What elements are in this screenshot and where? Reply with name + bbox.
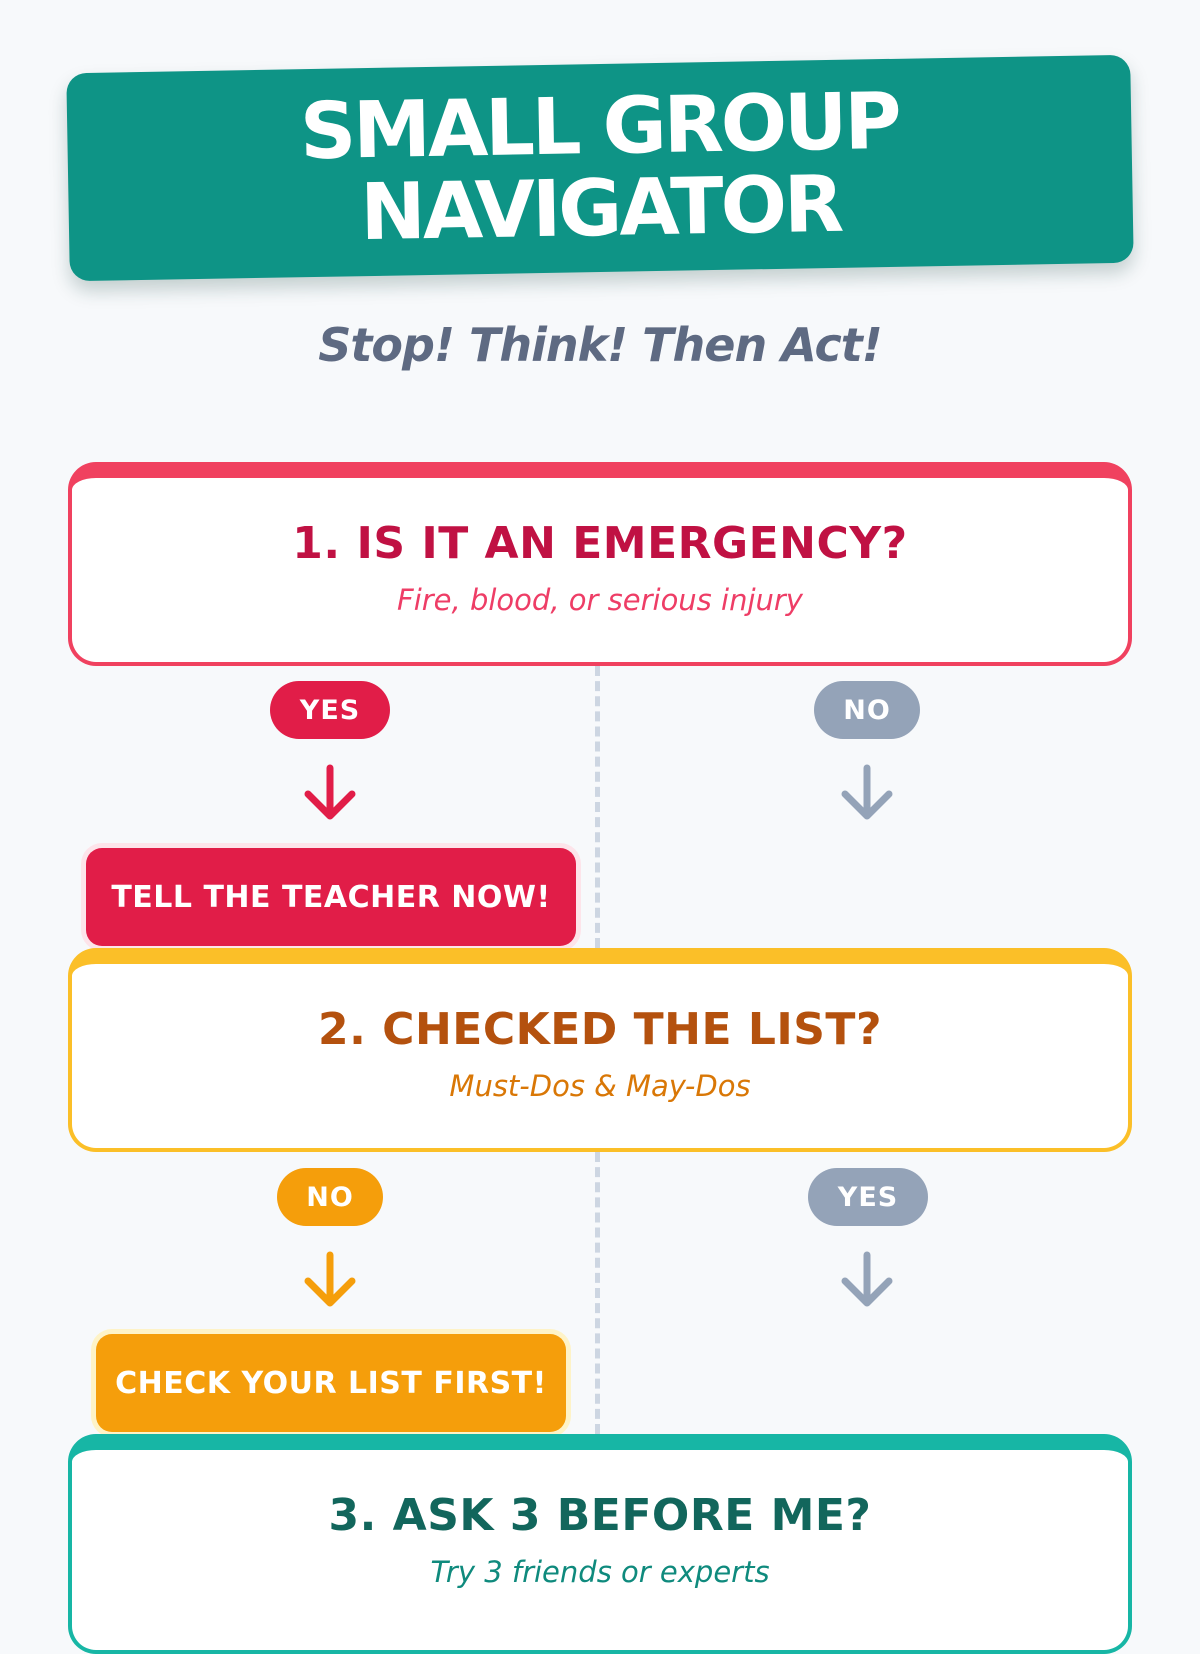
step-card-emergency	[68, 462, 1132, 666]
tagline: Stop! Think! Then Act!	[318, 318, 882, 372]
step-subtitle: Fire, blood, or serious injury	[397, 583, 803, 617]
step-title: 1. IS IT AN EMERGENCY?	[292, 518, 908, 569]
title-line-1: SMALL GROUP	[299, 76, 900, 178]
page-title	[299, 76, 900, 259]
step-title: 3. ASK 3 BEFORE ME?	[328, 1490, 872, 1541]
flow-divider	[595, 666, 600, 948]
arrow-down-icon	[835, 1249, 899, 1313]
arrow-down-icon	[298, 1249, 362, 1313]
yes-branch-label[interactable]: YES	[270, 681, 390, 739]
step-subtitle: Must-Dos & May-Dos	[449, 1069, 751, 1103]
arrow-down-icon	[835, 762, 899, 826]
step-subtitle: Try 3 friends or experts	[430, 1555, 770, 1589]
step-title: 2. CHECKED THE LIST?	[318, 1004, 882, 1055]
title-banner	[66, 55, 1133, 282]
flow-divider	[595, 1152, 600, 1434]
arrow-down-icon	[298, 762, 362, 826]
step-card-checked-list	[68, 948, 1132, 1152]
tell-teacher-button[interactable]: TELL THE TEACHER NOW!	[86, 848, 576, 946]
title-line-2: NAVIGATOR	[359, 159, 842, 259]
no-branch-label[interactable]: NO	[814, 681, 920, 739]
check-list-button[interactable]: CHECK YOUR LIST FIRST!	[96, 1334, 566, 1432]
yes-branch-label[interactable]: YES	[808, 1168, 928, 1226]
step-card-ask-three	[68, 1434, 1132, 1654]
no-branch-label[interactable]: NO	[277, 1168, 383, 1226]
